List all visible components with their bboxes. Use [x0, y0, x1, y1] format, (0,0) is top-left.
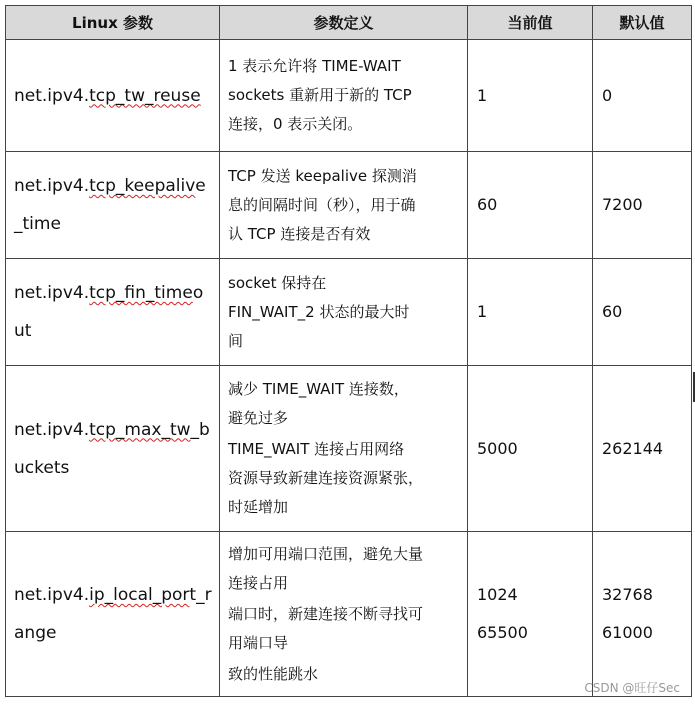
default-value: 60: [602, 302, 623, 321]
default-value-cell: [593, 152, 692, 259]
current-value: 1: [477, 85, 488, 105]
definition-line: 认 TCP 连接是否有效: [228, 224, 371, 243]
definition-line: 增加可用端口范围，避免大量: [228, 544, 424, 563]
table-row: [6, 152, 692, 259]
param-prefix: net.ipv4.: [14, 585, 90, 605]
table-row: [6, 259, 692, 366]
definition-line: 减少 TIME_WAIT 连接数，: [228, 380, 409, 398]
current-value: 60: [477, 195, 498, 214]
table-row: [6, 40, 692, 152]
definition-line: 1 表示允许将 TIME-WAIT: [228, 57, 401, 75]
definition-line: 避免过多: [228, 409, 289, 427]
default-value: 32768: [602, 585, 653, 604]
param-prefix: net.ipv4.: [14, 176, 90, 196]
param-underlined: tcp_fin_time: [89, 283, 193, 303]
table-body: [6, 40, 692, 697]
param-definition-cell: [220, 152, 468, 259]
current-value-cell: [468, 40, 593, 152]
current-value: 65500: [477, 623, 528, 642]
param-prefix: net.ipv4.: [14, 85, 90, 106]
table-row: [6, 366, 692, 532]
param-name-cell: [6, 366, 220, 532]
param-underlined: tcp_keepaliv: [89, 176, 196, 196]
definition-line: 用端口导: [228, 633, 289, 652]
param-suffix: t_range: [14, 585, 212, 643]
current-value: 5000: [477, 438, 518, 458]
param-prefix: net.ipv4.: [14, 419, 90, 440]
default-value-cell: [593, 40, 692, 152]
header-linux-param: Linux 参数: [6, 6, 220, 40]
default-value: 61000: [602, 623, 653, 642]
current-value: 1024: [477, 585, 518, 604]
default-value: 0: [602, 85, 613, 105]
definition-line: 间: [228, 331, 244, 350]
csdn-watermark: CSDN @旺仔Sec: [584, 681, 680, 695]
default-value-cell: [593, 366, 692, 532]
current-value-cell: [468, 532, 593, 697]
param-prefix: net.ipv4.: [14, 283, 90, 303]
param-definition-cell: [220, 366, 468, 532]
header-param-definition: 参数定义: [220, 6, 468, 40]
current-value-cell: [468, 259, 593, 366]
definition-line: 息的间隔时间（秒），用于确: [228, 195, 416, 214]
kernel-parameter-table: [5, 5, 692, 697]
header-current-value: 当前值: [468, 6, 593, 40]
definition-line: 致的性能跳水: [228, 664, 319, 683]
param-name-cell: [6, 40, 220, 152]
param-definition-cell: [220, 259, 468, 366]
param-name-cell: [6, 259, 220, 366]
param-definition-cell: [220, 40, 468, 152]
default-value: 7200: [602, 195, 643, 214]
default-value-cell: [593, 259, 692, 366]
current-value: 1: [477, 302, 488, 321]
param-underlined: tcp_tw_reuse: [89, 85, 201, 106]
param-suffix: _buckets: [14, 419, 210, 478]
definition-line: socket 保持在: [228, 273, 327, 292]
definition-line: TCP 发送 keepalive 探测消: [228, 166, 417, 185]
definition-line: 连接占用: [228, 573, 289, 592]
definition-line: FIN_WAIT_2 状态的最大时: [228, 302, 410, 321]
table-row: [6, 532, 692, 697]
param-name-cell: [6, 152, 220, 259]
current-value-cell: [468, 152, 593, 259]
definition-line: 资源导致新建连接资源紧张，: [228, 469, 424, 487]
default-value-cell: [593, 532, 692, 697]
definition-line: 端口时，新建连接不断寻找可: [228, 604, 424, 623]
param-suffix: e_time: [14, 176, 206, 234]
default-value: 262144: [602, 438, 664, 458]
definition-line: sockets 重新用于新的 TCP: [228, 86, 412, 104]
definition-line: TIME_WAIT 连接占用网络: [228, 440, 405, 458]
current-value-cell: [468, 366, 593, 532]
param-name-cell: [6, 532, 220, 697]
param-underlined: ip_local_por: [89, 585, 190, 605]
definition-line: 连接，0 表示关闭。: [228, 115, 363, 133]
param-suffix: out: [14, 283, 204, 341]
definition-line: 时延增加: [228, 498, 289, 516]
header-default-value: 默认值: [593, 6, 692, 40]
table-header-row: [6, 6, 692, 40]
param-underlined: tcp_max_tw: [89, 419, 191, 440]
param-definition-cell: [220, 532, 468, 697]
